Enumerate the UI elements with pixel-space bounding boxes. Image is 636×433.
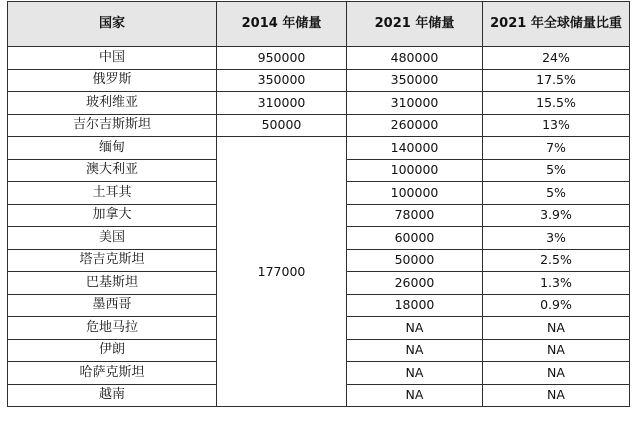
table-row — [8, 137, 630, 160]
reserves-2021-cell: NA — [347, 317, 483, 340]
reserves-2014-cell: 950000 — [217, 47, 347, 70]
country-cell: 墨西哥 — [8, 294, 217, 317]
share-cell: 24% — [483, 47, 630, 70]
header-row — [8, 2, 630, 47]
share-cell: 5% — [483, 182, 630, 205]
reserves-table-container — [7, 1, 629, 431]
share-cell: 5% — [483, 159, 630, 182]
reserves-2021-cell: 140000 — [347, 137, 483, 160]
share-cell: NA — [483, 339, 630, 362]
country-cell: 美国 — [8, 227, 217, 250]
country-cell: 俄罗斯 — [8, 69, 217, 92]
table-row — [8, 114, 630, 137]
country-cell: 哈萨克斯坦 — [8, 362, 217, 385]
share-cell: NA — [483, 384, 630, 407]
country-cell: 危地马拉 — [8, 317, 217, 340]
share-cell: 0.9% — [483, 294, 630, 317]
share-cell: 13% — [483, 114, 630, 137]
reserves-2014-cell: 350000 — [217, 69, 347, 92]
reserves-2021-cell: 78000 — [347, 204, 483, 227]
reserves-2021-cell: 100000 — [347, 182, 483, 205]
country-cell: 吉尔吉斯斯坦 — [8, 114, 217, 137]
share-cell: NA — [483, 317, 630, 340]
reserves-2014-cell: 50000 — [217, 114, 347, 137]
reserves-2021-cell: NA — [347, 362, 483, 385]
reserves-2021-cell: 350000 — [347, 69, 483, 92]
share-cell: 17.5% — [483, 69, 630, 92]
share-cell: 7% — [483, 137, 630, 160]
table-row — [8, 69, 630, 92]
reserves-2021-cell: NA — [347, 384, 483, 407]
country-cell: 玻利维亚 — [8, 92, 217, 115]
reserves-2021-cell: 100000 — [347, 159, 483, 182]
share-cell: 15.5% — [483, 92, 630, 115]
country-cell: 澳大利亚 — [8, 159, 217, 182]
header-2021-global-share: 2021 年全球储量比重 — [483, 2, 630, 47]
reserves-2021-cell: 60000 — [347, 227, 483, 250]
table-header — [8, 2, 630, 47]
share-cell: NA — [483, 362, 630, 385]
share-cell: 1.3% — [483, 272, 630, 295]
country-cell: 越南 — [8, 384, 217, 407]
reserves-2021-cell: 480000 — [347, 47, 483, 70]
country-cell: 中国 — [8, 47, 217, 70]
country-cell: 塔吉克斯坦 — [8, 249, 217, 272]
merged-reserves-2014-cell: 177000 — [217, 137, 347, 407]
table-row — [8, 47, 630, 70]
share-cell: 2.5% — [483, 249, 630, 272]
reserves-2021-cell: NA — [347, 339, 483, 362]
reserves-table — [7, 1, 630, 407]
country-cell: 加拿大 — [8, 204, 217, 227]
share-cell: 3.9% — [483, 204, 630, 227]
reserves-2021-cell: 18000 — [347, 294, 483, 317]
reserves-2021-cell: 26000 — [347, 272, 483, 295]
country-cell: 巴基斯坦 — [8, 272, 217, 295]
country-cell: 伊朗 — [8, 339, 217, 362]
country-cell: 缅甸 — [8, 137, 217, 160]
share-cell: 3% — [483, 227, 630, 250]
reserves-2021-cell: 260000 — [347, 114, 483, 137]
header-country: 国家 — [8, 2, 217, 47]
header-2014-reserves: 2014 年储量 — [217, 2, 347, 47]
reserves-2021-cell: 310000 — [347, 92, 483, 115]
country-cell: 土耳其 — [8, 182, 217, 205]
table-row — [8, 92, 630, 115]
table-body — [8, 47, 630, 407]
reserves-2021-cell: 50000 — [347, 249, 483, 272]
reserves-2014-cell: 310000 — [217, 92, 347, 115]
header-2021-reserves: 2021 年储量 — [347, 2, 483, 47]
